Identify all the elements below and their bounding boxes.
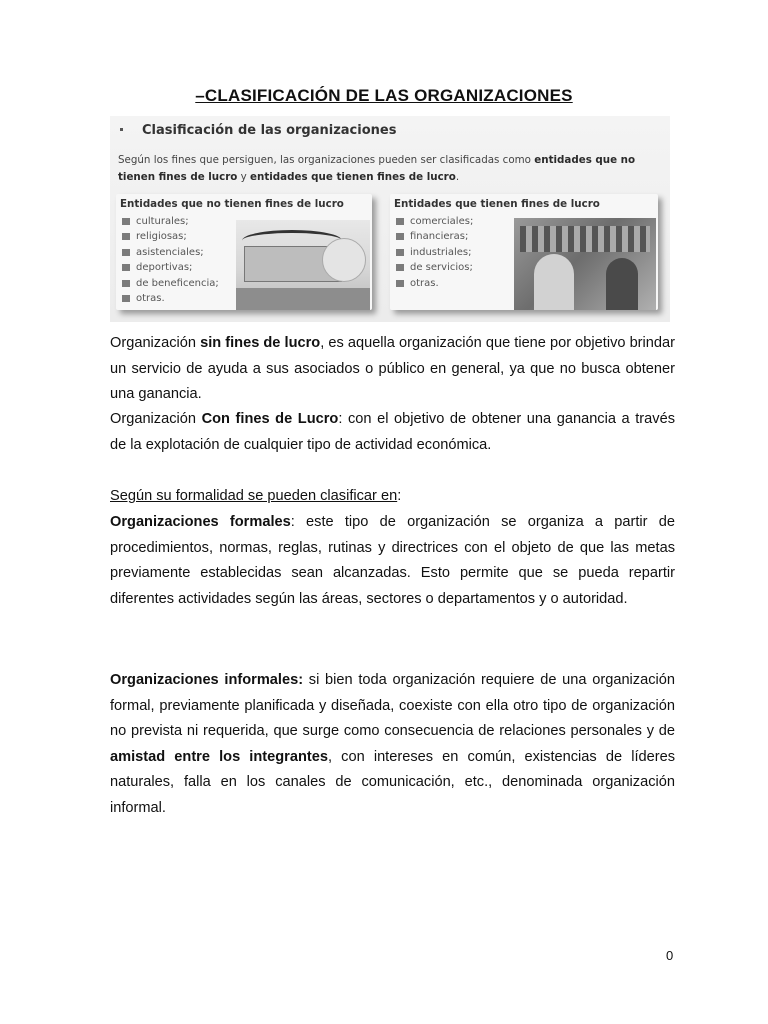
text-span: : con el objetivo de obtener una ganancia a través de la explotación de cualquier tipo de actividad económica. — [110, 411, 675, 453]
textbook-figure — [110, 116, 670, 322]
forprofit-list — [394, 214, 473, 291]
figure-title: Clasificación de las organizaciones — [142, 123, 397, 138]
list-item: deportivas; — [120, 260, 219, 275]
list-item: culturales; — [120, 214, 219, 229]
bold-term: amistad entre los integrantes — [110, 748, 328, 765]
section-intro — [110, 484, 675, 510]
list-item: religiosas; — [120, 229, 219, 244]
text-span: : este tipo de organización se organiza a partir de procedimientos, normas, reglas, rutinas y directrices con el objeto de que las metas previamente establecidas sean alcanzadas. Esto permite que se pueda repartir diferentes actividades según las áreas, sectores o departamentos y o autoridad. — [110, 514, 675, 607]
nonprofit-panel — [116, 194, 372, 310]
text-span: Organización — [110, 335, 201, 351]
text-span: : — [397, 488, 402, 504]
panel-heading: Entidades que tienen fines de lucro — [394, 198, 600, 210]
list-item: otras. — [120, 291, 219, 306]
paragraph-informal — [110, 668, 675, 822]
list-item: industriales; — [394, 245, 473, 260]
page-title: –CLASIFICACIÓN DE LAS ORGANIZACIONES — [195, 86, 573, 105]
underlined-text: Según su formalidad se pueden clasificar en — [110, 488, 398, 504]
list-item: de beneficencia; — [120, 276, 219, 291]
bullet-mark — [120, 128, 123, 131]
list-item: financieras; — [394, 229, 473, 244]
paragraph-nonprofit — [110, 331, 675, 408]
text-span: , con intereses en común, existencias de líderes naturales, falla en los canales de comunicación, etc., denominada organización informal. — [110, 748, 675, 816]
forprofit-panel — [390, 194, 658, 310]
bold-term: Con fines de Lucro — [201, 411, 339, 427]
page-number: 0 — [666, 948, 674, 963]
text-span: , es aquella organización que tiene por objetivo brindar un servicio de ayuda a sus asociados o público en general, ya que no busca obtener una ganancia. — [110, 335, 675, 403]
text-span: Organización — [110, 411, 202, 427]
store-photo — [514, 218, 656, 310]
paragraph-forprofit — [110, 407, 675, 458]
figure-intro-bold: entidades que tienen fines de lucro — [250, 171, 456, 183]
building-photo — [236, 220, 370, 310]
figure-intro-text: Según los fines que persiguen, las organizaciones pueden ser clasificadas como — [118, 154, 535, 166]
bold-term: Organizaciones formales — [110, 514, 291, 530]
figure-intro-bold: entidades que no tienen fines de lucro — [118, 154, 636, 183]
list-item: comerciales; — [394, 214, 473, 229]
bold-term: sin fines de lucro — [200, 335, 321, 351]
panel-heading: Entidades que no tienen fines de lucro — [120, 198, 344, 210]
paragraph-formal — [110, 510, 675, 612]
list-item: asistenciales; — [120, 245, 219, 260]
text-span: si bien toda organización requiere de una organización formal, previamente planificada y diseñada, coexiste con ella otro tipo de organización no prevista ni requerida, que surge como consecuencia de relaciones personales y de — [110, 672, 675, 740]
list-item: otras. — [394, 276, 473, 291]
list-item: de servicios; — [394, 260, 473, 275]
figure-intro-text: . — [455, 171, 460, 183]
bold-term: Organizaciones informales: — [110, 672, 304, 688]
figure-intro — [118, 152, 666, 186]
figure-intro-text: y — [237, 171, 251, 183]
nonprofit-list — [120, 214, 219, 306]
